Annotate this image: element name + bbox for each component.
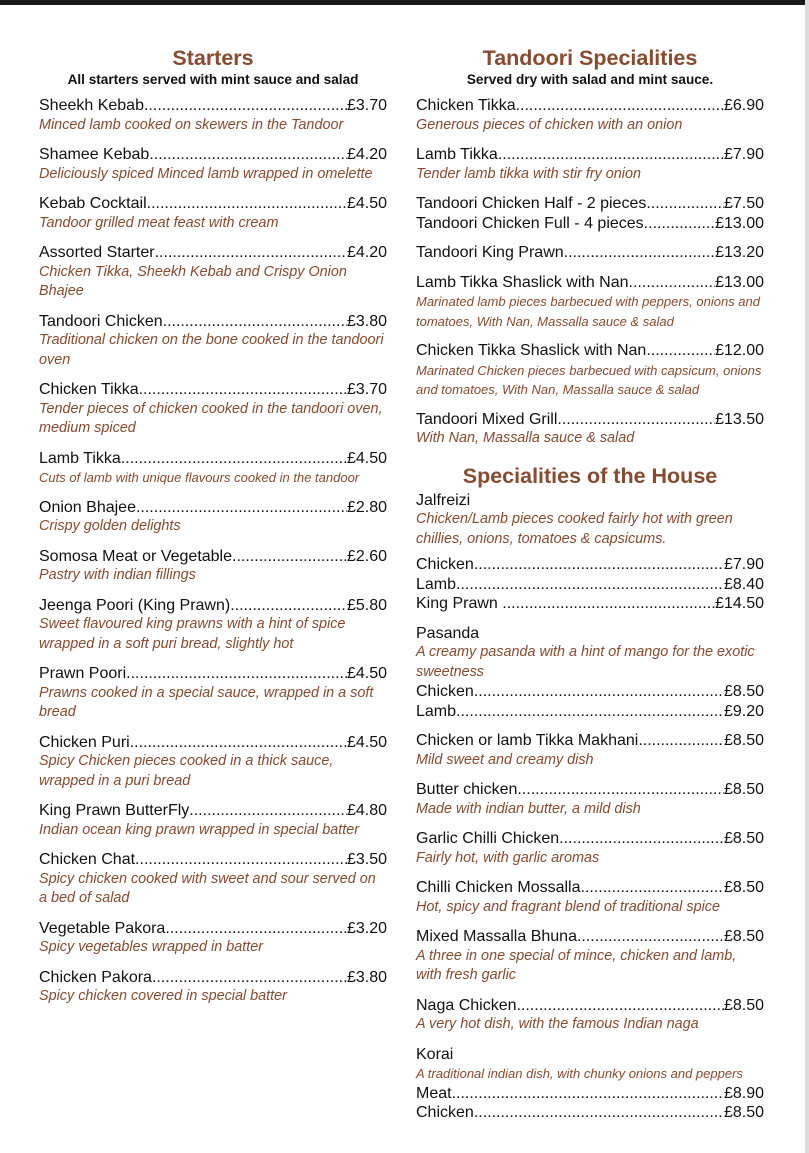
item-name: Lamb Tikka [416,146,498,163]
item-price: £8.50 [723,732,764,749]
item-name: Shamee Kebab [39,146,150,163]
item-name: Mixed Massalla Bhuna [416,928,577,945]
item-price: £3.80 [346,312,387,330]
item-price: £12.00 [715,342,764,359]
item-description: Tender pieces of chicken cooked in the tandoori oven, medium spiced [39,400,383,436]
item-price: £3.70 [346,381,387,398]
item-name: Vegetable Pakora [39,919,166,937]
section-title: Tandoori Specialities [482,46,698,70]
item-description: Sweet flavoured king prawns with a hint of spice wrapped in a soft puri bread, slightly hot [39,616,346,652]
menu-item [39,449,387,488]
item-description: Deliciously spiced Minced lamb wrapped in omelette [39,165,373,182]
option-name: Chicken [416,1104,474,1121]
item-description: Pastry with indian fillings [39,567,196,583]
menu-group-pasanda [416,624,764,722]
item-description: Fairly hot, with garlic aromas [416,849,600,866]
item-price: £4.20 [346,244,387,261]
item-description: Indian ocean king prawn wrapped in special batter [39,821,359,838]
item-description: Spicy vegetables wrapped in batter [39,939,263,955]
item-description: A very hot dish, with the famous Indian naga [416,1016,699,1032]
menu-item [416,878,764,917]
item-name: Naga Chicken [416,996,517,1014]
menu-item [416,780,764,819]
option-name: King Prawn [416,595,503,612]
item-description: Minced lamb cooked on skewers in the Tandoor [39,116,344,133]
menu-item [416,341,764,400]
item-name: Chicken Pakora [39,968,152,986]
item-price: £8.50 [723,996,764,1014]
menu-item [39,547,387,586]
menu-item [416,214,764,234]
section-subtitle: All starters served with mint sauce and salad [67,72,359,87]
menu-item [416,194,764,214]
option-name: Chicken [416,556,474,573]
menu-item [416,996,764,1035]
group-description: A traditional indian dish, with chunky onions and peppers [416,1066,743,1081]
item-price: £2.60 [346,547,387,565]
menu-item [39,243,387,302]
menu-item [39,96,387,135]
option-price: £7.90 [723,556,764,573]
item-name: Tandoori Mixed Grill [416,410,558,428]
menu-item [39,498,387,537]
menu-item [39,664,387,723]
option-price: £8.50 [723,683,764,700]
item-price: £8.50 [723,928,764,945]
item-price: £4.50 [346,195,387,212]
item-description: Spicy chicken covered in special batter [39,988,287,1004]
item-name: Sheekh Kebab [39,97,144,114]
menu-item [416,273,764,332]
starters-column [39,45,387,1017]
item-price: £13.20 [715,244,764,261]
menu-item [39,850,387,909]
menu-item [39,919,387,958]
item-price: £13.00 [715,214,764,232]
group-description: A creamy pasanda with a hint of mango for the exotic sweetness [416,644,755,680]
item-price: £3.50 [346,851,387,868]
item-name: Lamb Tikka [39,449,121,467]
item-name: Chicken Chat [39,851,136,868]
section-title: Starters [172,46,254,70]
item-name: Chicken Puri [39,733,130,751]
item-description: Cuts of lamb with unique flavours cooked in the tandoor [39,470,360,485]
item-price: £4.50 [346,733,387,751]
item-description: A three in one special of mince, chicken and lamb, with fresh garlic [416,947,737,983]
item-description: Spicy chicken cooked with sweet and sour served on a bed of salad [39,870,376,906]
option-price: £9.20 [723,702,764,720]
section-subtitle: Served dry with salad and mint sauce. [466,72,714,87]
section-title: Specialities of the House [462,463,718,488]
item-price: £4.20 [346,146,387,163]
item-name: Lamb Tikka Shaslick with Nan [416,273,629,291]
item-name: Chicken Tikka Shaslick with Nan [416,342,647,359]
menu-item [39,380,387,439]
item-description: Marinated lamb pieces barbecued with peppers, onions and tomatoes, With Nan, Massalla sauce & salad [416,294,760,329]
menu-group-jalfreizi [416,491,764,614]
right-column [416,45,764,1123]
menu-item [416,731,764,770]
menu-item [416,96,764,135]
menu-item [39,968,387,1007]
item-description: Traditional chicken on the bone cooked in the tandoori oven [39,332,384,368]
option-price: £8.40 [723,575,764,593]
item-name: Tandoori Chicken Half - 2 pieces [416,195,647,212]
item-description: With Nan, Massalla sauce & salad [416,430,635,446]
option-name: Lamb [416,575,457,593]
item-name: Assorted Starter [39,244,155,261]
item-name: Tandoori King Prawn [416,244,564,261]
item-description: Spicy Chicken pieces cooked in a thick sauce, wrapped in a puri bread [39,753,334,789]
menu-item [39,733,387,792]
item-name: King Prawn ButterFly [39,802,190,819]
item-name: Chilli Chicken Mossalla [416,879,581,896]
item-description: Mild sweet and creamy dish [416,751,594,768]
item-price: £7.50 [723,195,764,212]
item-name: Garlic Chilli Chicken [416,830,560,847]
item-description: Made with indian butter, a mild dish [416,800,641,817]
item-name: Prawn Poori [39,665,127,682]
option-name: Meat [416,1084,452,1102]
option-name: Lamb [416,702,457,720]
item-price: £8.50 [723,830,764,847]
menu-item [416,410,764,449]
item-price: £4.50 [346,449,387,467]
item-price: £5.80 [346,596,387,614]
item-price: £3.70 [346,97,387,114]
group-name: Pasanda [416,624,480,642]
item-description: Generous pieces of chicken with an onion [416,116,683,133]
starters-header [39,45,387,88]
item-description: Hot, spicy and fragrant blend of traditional spice [416,898,720,915]
group-name: Korai [416,1045,454,1063]
item-description: Crispy golden delights [39,518,181,534]
item-price: £8.50 [723,781,764,798]
option-price: £8.90 [723,1084,764,1102]
item-price: £3.80 [346,968,387,986]
item-name: Tandoori Chicken Full - 4 pieces [416,214,644,232]
item-name: Somosa Meat or Vegetable [39,547,233,565]
item-price: £3.20 [346,919,387,937]
item-price: £13.50 [715,410,764,428]
item-price: £7.90 [723,146,764,163]
menu-item [39,145,387,184]
menu-item [39,312,387,371]
right-border [805,0,809,1153]
item-name: Kebab Cocktail [39,195,147,212]
menu-group-korai [416,1045,764,1123]
item-description: Chicken Tikka, Sheekh Kebab and Crispy Onion Bhajee [39,263,347,299]
menu-item [39,596,387,655]
menu-item [416,829,764,868]
item-description: Prawns cooked in a special sauce, wrapped in a soft bread [39,684,374,720]
item-price: £6.90 [723,97,764,114]
item-description: Tender lamb tikka with stir fry onion [416,165,642,182]
item-price: £8.50 [723,879,764,896]
item-name: Chicken Tikka [39,381,139,398]
item-name: Chicken Tikka [416,97,516,114]
group-name: Jalfreizi [416,491,471,509]
item-price: £13.00 [715,273,764,291]
item-name: Jeenga Poori (King Prawn) [39,596,231,614]
option-price: £8.50 [723,1104,764,1121]
item-name: Chicken or lamb Tikka Makhani [416,732,639,749]
option-name: Chicken [416,683,474,700]
item-price: £2.80 [346,498,387,516]
item-description: Marinated Chicken pieces barbecued with capsicum, onions and tomatoes, With Nan, Massalla sauce & salad [416,362,762,397]
menu-item [39,194,387,233]
house-header [416,463,764,489]
group-description: Chicken/Lamb pieces cooked fairly hot with green chillies, onions, tomatoes & capsicums. [416,511,733,547]
tandoori-header [416,45,764,88]
top-border [0,0,809,5]
item-name: Butter chicken [416,781,518,798]
item-description: Tandoor grilled meat feast with cream [39,214,279,231]
item-price: £4.80 [346,802,387,819]
menu-item [416,243,764,263]
menu-item [416,145,764,184]
item-name: Onion Bhajee [39,498,136,516]
menu-item [416,927,764,986]
menu-item [39,801,387,840]
option-price: £14.50 [715,595,764,612]
item-price: £4.50 [346,665,387,682]
item-name: Tandoori Chicken [39,312,163,330]
